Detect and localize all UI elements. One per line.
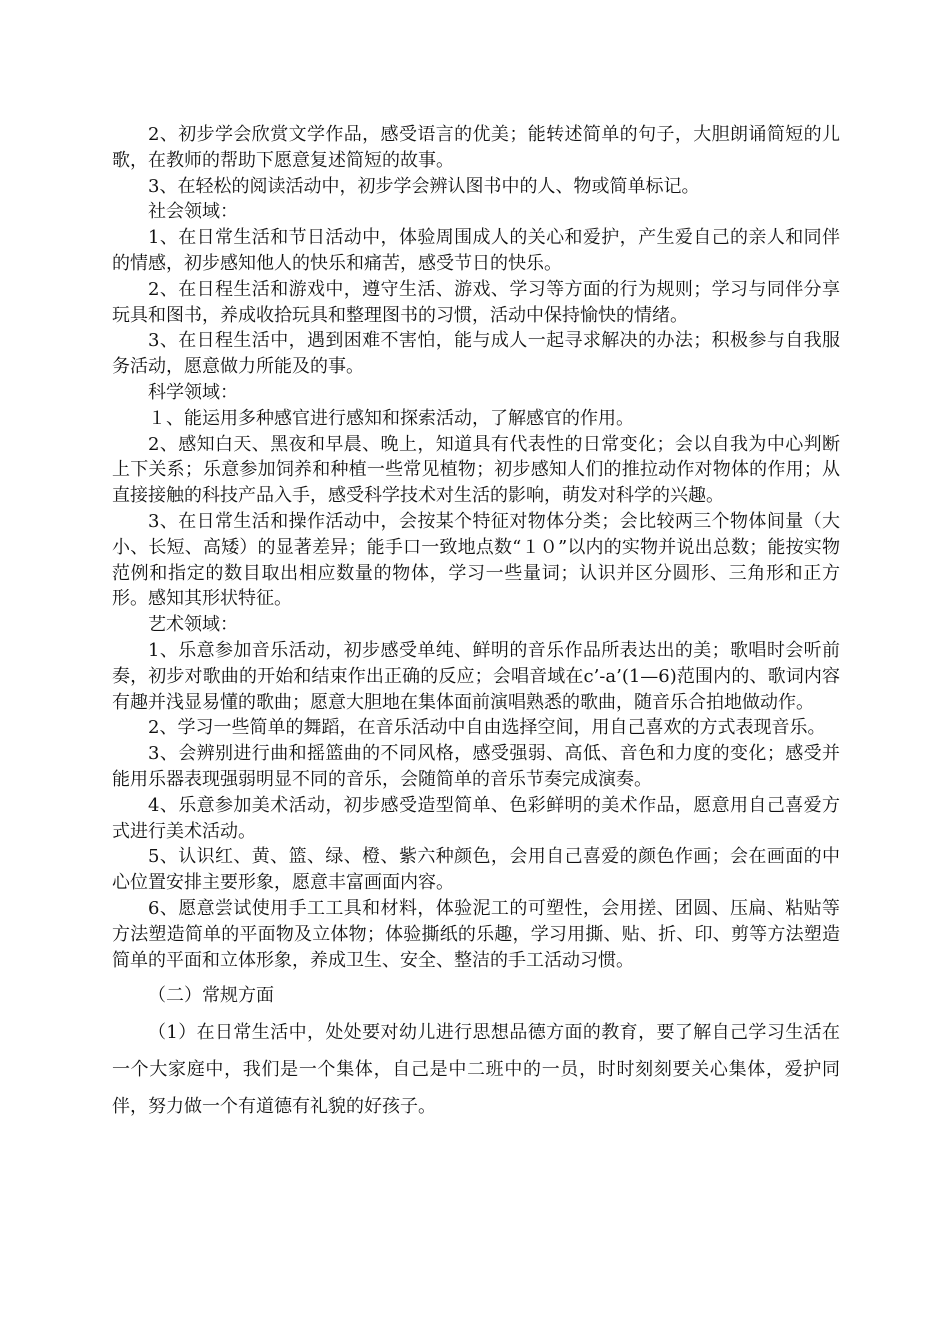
art-item-6: 6、愿意尝试使用手工工具和材料，体验泥工的可塑性，会用搓、团圆、压扁、粘贴等方法塑造简单的平面物及立体物；体验撕纸的乐趣，学习用撕、贴、折、印、剪等方法塑造简单的平面和立体形象，养成卫生、安全、整洁的手工活动习惯。	[112, 897, 840, 971]
routine-item-1: （1）在日常生活中，处处要对幼儿进行思想品德方面的教育，要了解自己学习生活在一个大家庭中，我们是一个集体，自己是中二班中的一员，时时刻刻要关心集体，爱护同伴，努力做一个有道德有礼貌的好孩子。	[112, 1022, 840, 1118]
art-item-4: 4、乐意参加美术活动，初步感受造型简单、色彩鲜明的美术作品，愿意用自己喜爱方式进行美术活动。	[112, 794, 840, 842]
language-item-2: 2、初步学会欣赏文学作品，感受语言的优美；能转述简单的句子，大胆朗诵简短的儿歌，在教师的帮助下愿意复述简短的故事。	[112, 124, 840, 171]
language-item-3: 3、在轻松的阅读活动中，初步学会辨认图书中的人、物或简单标记。	[148, 175, 700, 197]
art-item-5: 5、认识红、黄、篮、绿、橙、紫六种颜色，会用自己喜爱的颜色作画；会在画面的中心位置安排主要形象，愿意丰富画面内容。	[112, 846, 840, 894]
art-item-3: 3、会辨别进行曲和摇篮曲的不同风格，感受强弱、高低、音色和力度的变化；感受并能用乐器表现强弱明显不同的音乐，会随简单的音乐节奏完成演奏。	[112, 743, 840, 790]
science-item-1: １、能运用多种感官进行感知和探索活动，了解感官的作用。	[148, 407, 634, 429]
science-section-heading: 科学领域：	[148, 381, 238, 403]
science-item-3: 3、在日常生活和操作活动中，会按某个特征对物体分类；会比较两三个物体间量（大小、长短、高矮）的显著差异；能手口一致地点数“１０”以内的实物并说出总数；能按实物范例和指定的数目取出相应数量的物体，学习一些量词；认识并区分圆形、三角形和正方形。感知其形状特征。	[112, 510, 840, 610]
social-section-heading: 社会领域：	[148, 201, 238, 223]
art-section-heading: 艺术领域：	[148, 614, 238, 636]
science-item-2: 2、感知白天、黑夜和早晨、晚上，知道具有代表性的日常变化；会以自我为中心判断上下关系；乐意参加饲养和种植一些常见植物；初步感知人们的推拉动作对物体的作用；从直接接触的科技产品入手，感受科学技术对生活的影响，萌发对科学的兴趣。	[112, 433, 840, 507]
routine-section-heading: （二）常规方面	[148, 985, 274, 1007]
social-item-2: 2、在日程生活和游戏中，遵守生活、游戏、学习等方面的行为规则；学习与同伴分享玩具和图书，养成收拾玩具和整理图书的习惯，活动中保持愉快的情绪。	[112, 278, 840, 326]
art-item-2: 2、学习一些简单的舞蹈，在音乐活动中自由选择空间，用自己喜欢的方式表现音乐。	[148, 717, 826, 739]
document-body	[112, 122, 840, 1125]
art-item-1: 1、乐意参加音乐活动，初步感受单纯、鲜明的音乐作品所表达出的美；歌唱时会听前奏，初步对歌曲的开始和结束作出正确的反应；会唱音域在c’-a’(1—6)范围内的、歌词内容有趣并浅显易懂的歌曲；愿意大胆地在集体面前演唱熟悉的歌曲，随音乐合拍地做动作。	[112, 639, 840, 713]
social-item-1: 1、在日常生活和节日活动中，体验周围成人的关心和爱护，产生爱自己的亲人和同伴的情感，初步感知他人的快乐和痛苦，感受节日的快乐。	[112, 227, 840, 274]
social-item-3: 3、在日程生活中，遇到困难不害怕，能与成人一起寻求解决的办法；积极参与自我服务活动，愿意做力所能及的事。	[112, 330, 840, 378]
